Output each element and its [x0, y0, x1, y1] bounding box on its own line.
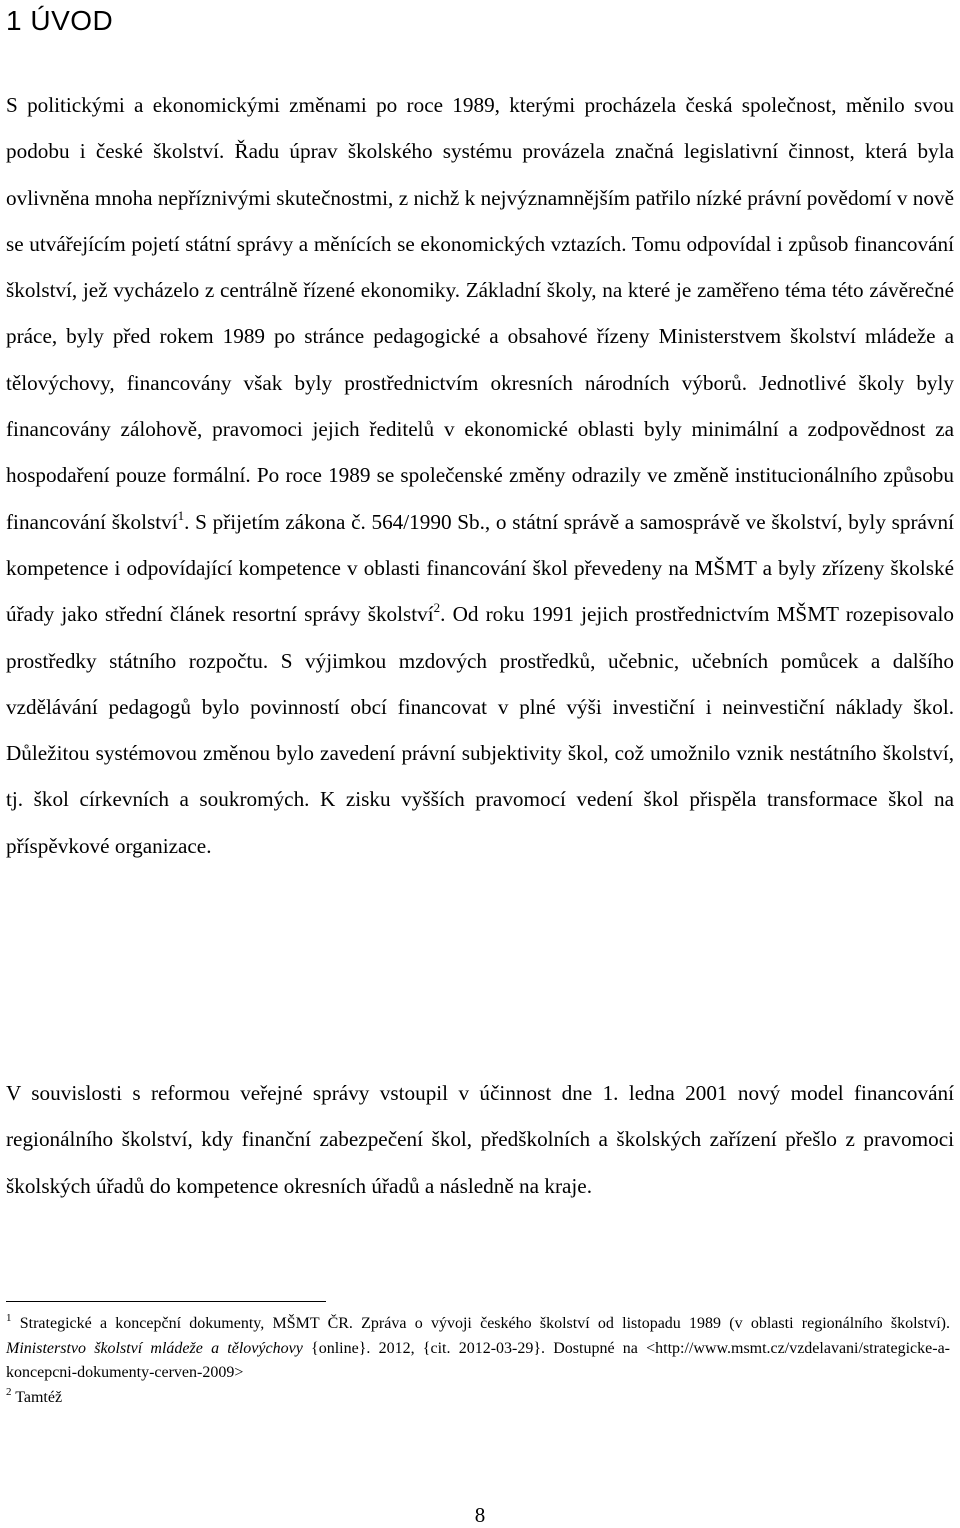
footnote-1-citation: {online}. 2012, {cit. 2012-03-29}. Dostupné na <http://www.msmt.cz/vzdelavani/strategicke-a-koncepcni-dokumenty-cerven-2009> — [6, 1339, 950, 1381]
page-number: 8 — [474, 1503, 486, 1527]
footnote-1-text: Strategické a koncepční dokumenty, MŠMT ČR. Zpráva o vývoji českého školství od listopadu 1989 (v oblasti regionálního školství). — [11, 1315, 950, 1332]
footnote-2-text: Tamtéž — [11, 1388, 63, 1406]
body-paragraph-2 — [6, 1070, 954, 1209]
footnote-2-number: 2 — [6, 1385, 12, 1398]
footnote-ref-2[interactable]: 2 — [433, 600, 441, 616]
paragraph-1-part-3: . Od roku 1991 jejich prostřednictvím MŠMT rozepisovalo prostředky státního rozpočtu. S výjimkou mzdových prostředků, učebnic, učebních pomůcek a dalšího vzdělávání pedagogů bylo povinností obcí financovat v plné výši investiční i neinvestiční náklady škol. Důležitou systémovou změnou bylo zavedení právní subjektivity škol, což umožnilo vznik nestátního školství, tj. škol církevních a soukromých. K zisku vyšších pravomocí vedení škol přispěla transformace škol na příspěvkové organizace. — [6, 602, 955, 858]
chapter-heading: 1 ÚVOD — [6, 5, 114, 36]
footnote-separator — [6, 1301, 326, 1302]
paragraph-1-part-1: S politickými a ekonomickými změnami po roce 1989, kterými procházela česká společnost, měnilo svou podobu i české školství. Řadu úprav školského systému provázela značná legislativní činnost, která byla ovlivněna mnoha nepříznivými skutečnostmi, z nichž k nejvýznamnějším patřilo nízké právní povědomí v nově se utvářejícím pojetí státní správy a měnících se ekonomických vztazích. Tomu odpovídal i způsob financování školství, jež vycházelo z centrálně řízené ekonomiky. Základní školy, na které je zaměřeno téma této závěrečné práce, byly před rokem 1989 po stránce pedagogické a obsahové řízeny Ministerstvem školství mládeže a tělovýchovy, financovány však byly prostřednictvím okresních národních výborů. Jednotlivé školy byly financovány zálohově, pravomoci jejich ředitelů v ekonomické oblasti byly minimální a zodpovědnost za hospodaření pouze formální. Po roce 1989 se společenské změny odrazily ve změně institucionálního způsobu financování školství — [6, 93, 954, 534]
paragraph-1-part-2: . S přijetím zákona č. 564/1990 Sb., o státní správě a samosprávě ve školství, byly správní kompetence i odpovídající kompetence v oblasti financování škol převedeny na MŠMT a byly zřízeny školské úřady jako střední článek resortní správy školství — [6, 509, 954, 627]
footnote-1 — [6, 1312, 950, 1386]
footnote-1-number: 1 — [6, 1312, 12, 1324]
paragraph-1-text — [6, 82, 954, 869]
footnotes — [6, 1312, 950, 1410]
body-paragraph-1 — [6, 82, 954, 869]
paragraph-2-text: V souvislosti s reformou veřejné správy vstoupil v účinnost dne 1. ledna 2001 nový model financování regionálního školství, kdy finanční zabezpečení škol, předškolních a školských zařízení přešlo z pravomoci školských úřadů do kompetence okresních úřadů a následně na kraje. — [6, 1081, 954, 1198]
footnote-2 — [6, 1386, 950, 1411]
footnote-1-italic: Ministerstvo školství mládeže a tělovýchovy — [6, 1339, 303, 1357]
footnote-ref-1[interactable]: 1 — [177, 507, 185, 523]
